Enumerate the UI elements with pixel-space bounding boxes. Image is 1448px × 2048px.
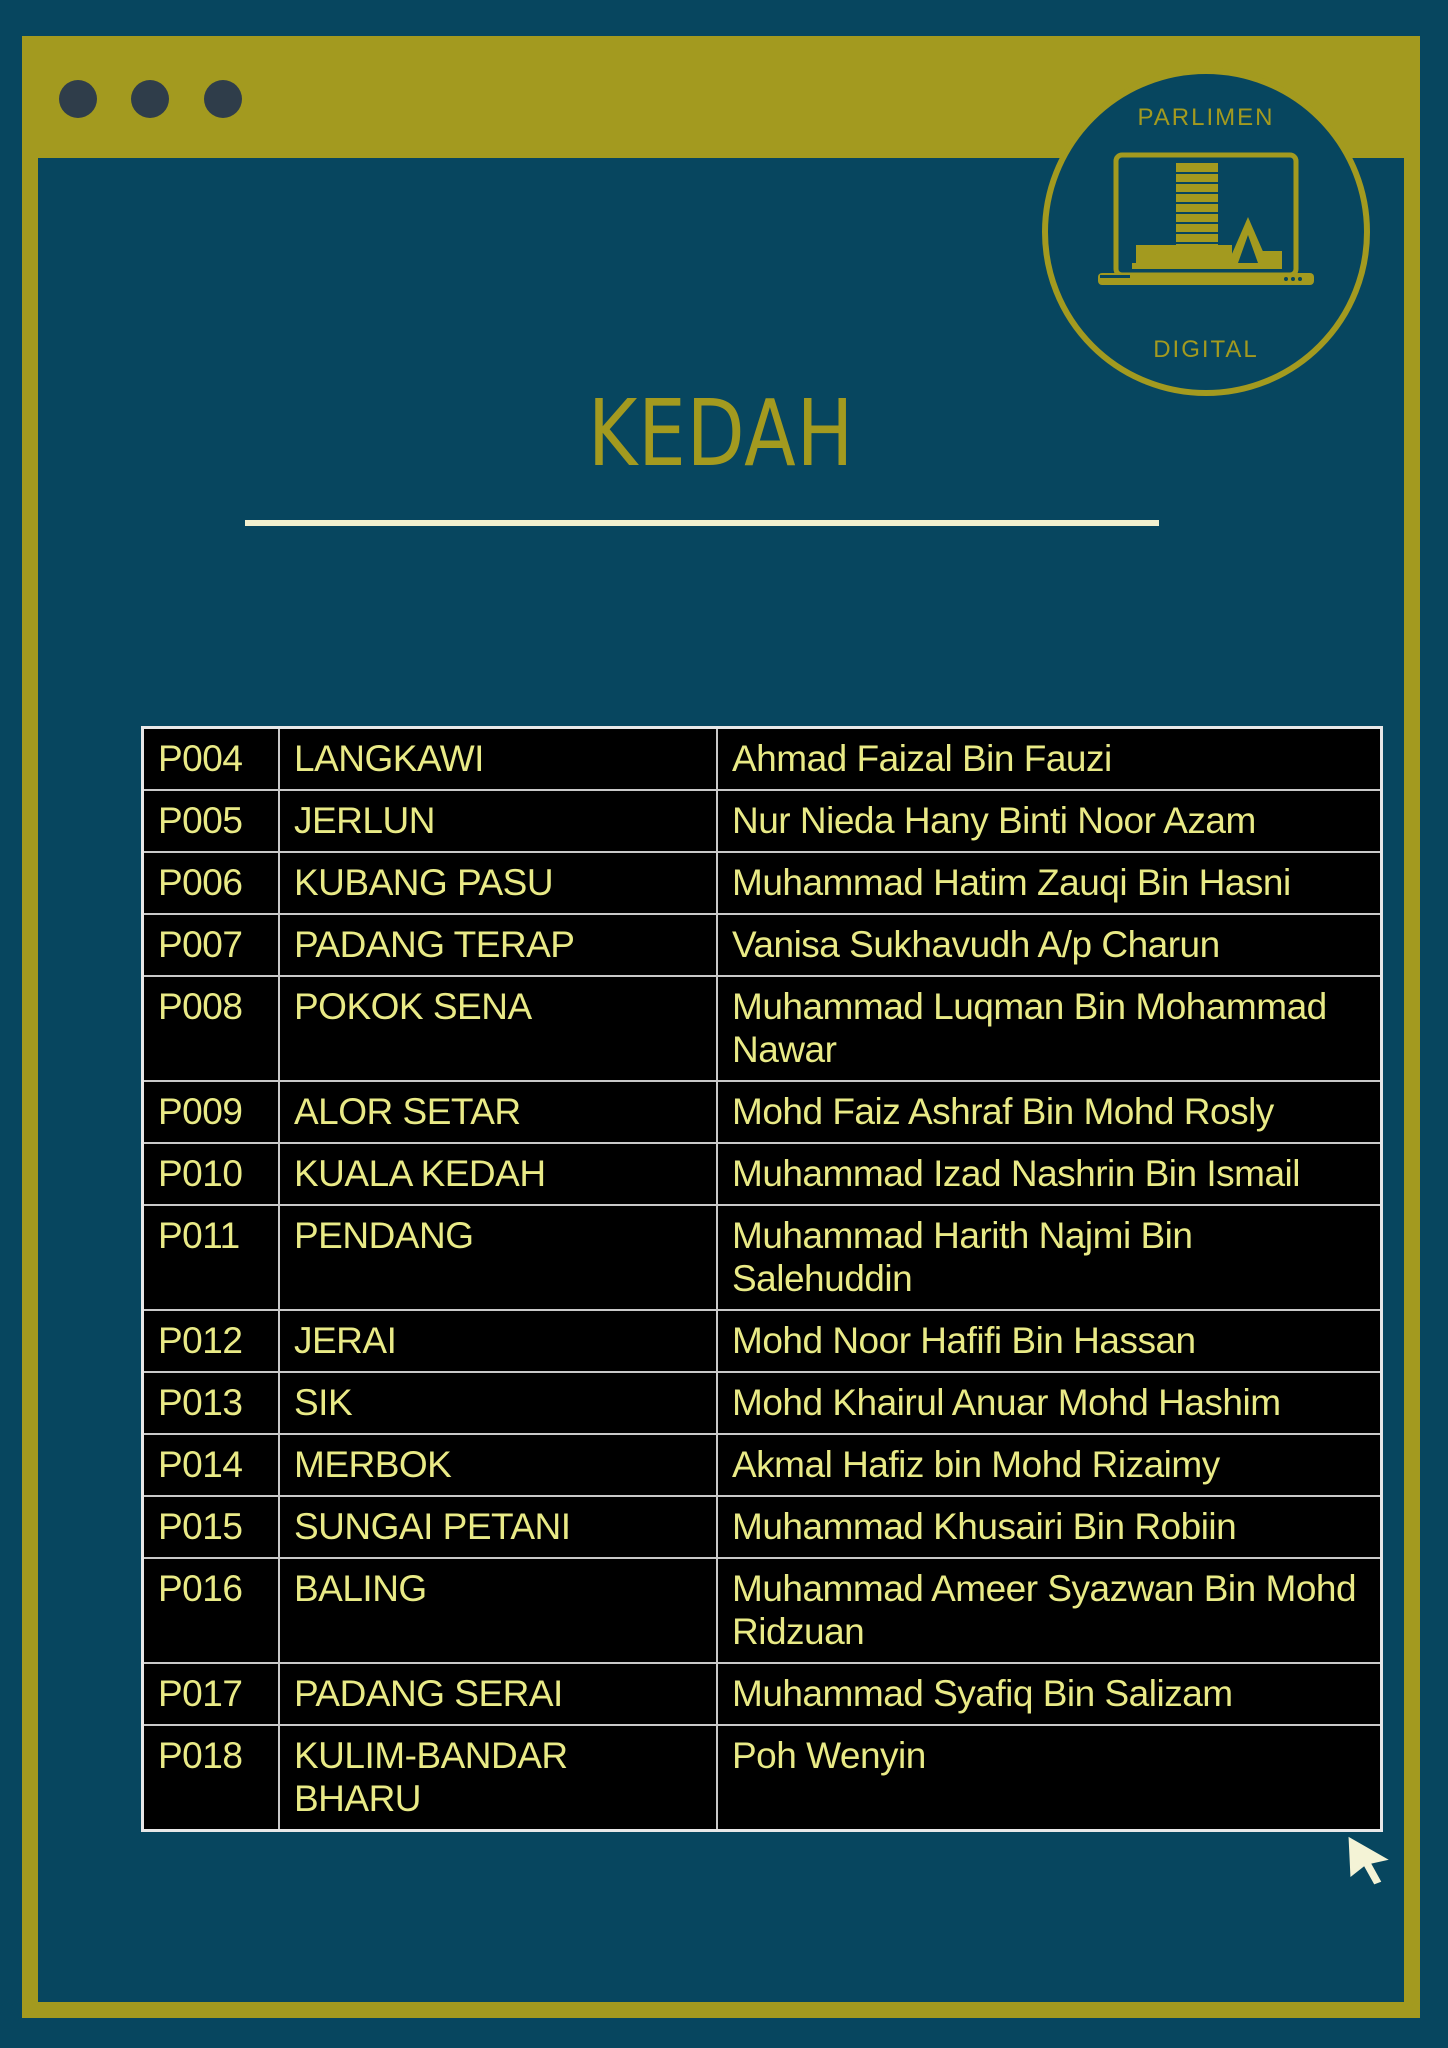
constituency-name-cell: PENDANG — [279, 1205, 717, 1310]
constituency-code-cell: P015 — [143, 1496, 280, 1558]
member-name-cell: Poh Wenyin — [717, 1725, 1382, 1831]
parlimen-digital-logo — [1042, 68, 1370, 396]
constituency-code-cell: P006 — [143, 852, 280, 914]
table-row — [143, 1081, 1382, 1143]
constituency-table — [141, 726, 1383, 1832]
member-name-cell: Mohd Noor Hafifi Bin Hassan — [717, 1310, 1382, 1372]
constituency-code-cell: P005 — [143, 790, 280, 852]
logo-bottom-text: DIGITAL — [1153, 336, 1259, 363]
constituency-code-cell: P007 — [143, 914, 280, 976]
table-row — [143, 914, 1382, 976]
constituency-name-cell: BALING — [279, 1558, 717, 1663]
table-row — [143, 1205, 1382, 1310]
logo-top-text: PARLIMEN — [1137, 104, 1275, 131]
member-name-cell: Muhammad Syafiq Bin Salizam — [717, 1663, 1382, 1725]
constituency-code-cell: P011 — [143, 1205, 280, 1310]
window-control-dot[interactable] — [59, 80, 97, 118]
constituency-name-cell: PADANG TERAP — [279, 914, 717, 976]
title-underline — [245, 520, 1159, 526]
member-name-cell: Muhammad Harith Najmi Bin Salehuddin — [717, 1205, 1382, 1310]
constituency-code-cell: P014 — [143, 1434, 280, 1496]
table-row — [143, 1496, 1382, 1558]
constituency-name-cell: PADANG SERAI — [279, 1663, 717, 1725]
table-row — [143, 1372, 1382, 1434]
constituency-name-cell: LANGKAWI — [279, 728, 717, 791]
constituency-code-cell: P004 — [143, 728, 280, 791]
constituency-name-cell: KUBANG PASU — [279, 852, 717, 914]
member-name-cell: Mohd Khairul Anuar Mohd Hashim — [717, 1372, 1382, 1434]
table-row — [143, 1663, 1382, 1725]
constituency-code-cell: P009 — [143, 1081, 280, 1143]
constituency-code-cell: P016 — [143, 1558, 280, 1663]
constituency-name-cell: SIK — [279, 1372, 717, 1434]
table-row — [143, 728, 1382, 791]
member-name-cell: Muhammad Luqman Bin Mohammad Nawar — [717, 976, 1382, 1081]
member-name-cell: Muhammad Hatim Zauqi Bin Hasni — [717, 852, 1382, 914]
constituency-name-cell: KULIM-BANDAR BHARU — [279, 1725, 717, 1831]
table-row — [143, 976, 1382, 1081]
table-row — [143, 1558, 1382, 1663]
member-name-cell: Ahmad Faizal Bin Fauzi — [717, 728, 1382, 791]
table-row — [143, 790, 1382, 852]
member-name-cell: Vanisa Sukhavudh A/p Charun — [717, 914, 1382, 976]
window-control-dot[interactable] — [131, 80, 169, 118]
constituency-code-cell: P012 — [143, 1310, 280, 1372]
constituency-name-cell: KUALA KEDAH — [279, 1143, 717, 1205]
table-row — [143, 1725, 1382, 1831]
table-row — [143, 1434, 1382, 1496]
member-name-cell: Nur Nieda Hany Binti Noor Azam — [717, 790, 1382, 852]
member-name-cell: Mohd Faiz Ashraf Bin Mohd Rosly — [717, 1081, 1382, 1143]
mouse-pointer-icon — [1346, 1834, 1394, 1886]
constituency-name-cell: SUNGAI PETANI — [279, 1496, 717, 1558]
table-row — [143, 852, 1382, 914]
member-name-cell: Muhammad Izad Nashrin Bin Ismail — [717, 1143, 1382, 1205]
member-name-cell: Muhammad Khusairi Bin Robiin — [717, 1496, 1382, 1558]
constituency-code-cell: P010 — [143, 1143, 280, 1205]
constituency-code-cell: P017 — [143, 1663, 280, 1725]
constituency-name-cell: MERBOK — [279, 1434, 717, 1496]
table-row — [143, 1143, 1382, 1205]
constituency-name-cell: JERAI — [279, 1310, 717, 1372]
member-name-cell: Muhammad Ameer Syazwan Bin Mohd Ridzuan — [717, 1558, 1382, 1663]
laptop-parliament-icon — [1092, 149, 1320, 299]
window-content — [38, 158, 1404, 2002]
page-title: KEDAH — [587, 380, 855, 487]
table-row — [143, 1310, 1382, 1372]
constituency-name-cell: JERLUN — [279, 790, 717, 852]
constituency-code-cell: P008 — [143, 976, 280, 1081]
member-name-cell: Akmal Hafiz bin Mohd Rizaimy — [717, 1434, 1382, 1496]
constituency-code-cell: P013 — [143, 1372, 280, 1434]
window-control-dot[interactable] — [204, 80, 242, 118]
constituency-name-cell: POKOK SENA — [279, 976, 717, 1081]
constituency-name-cell: ALOR SETAR — [279, 1081, 717, 1143]
constituency-code-cell: P018 — [143, 1725, 280, 1831]
